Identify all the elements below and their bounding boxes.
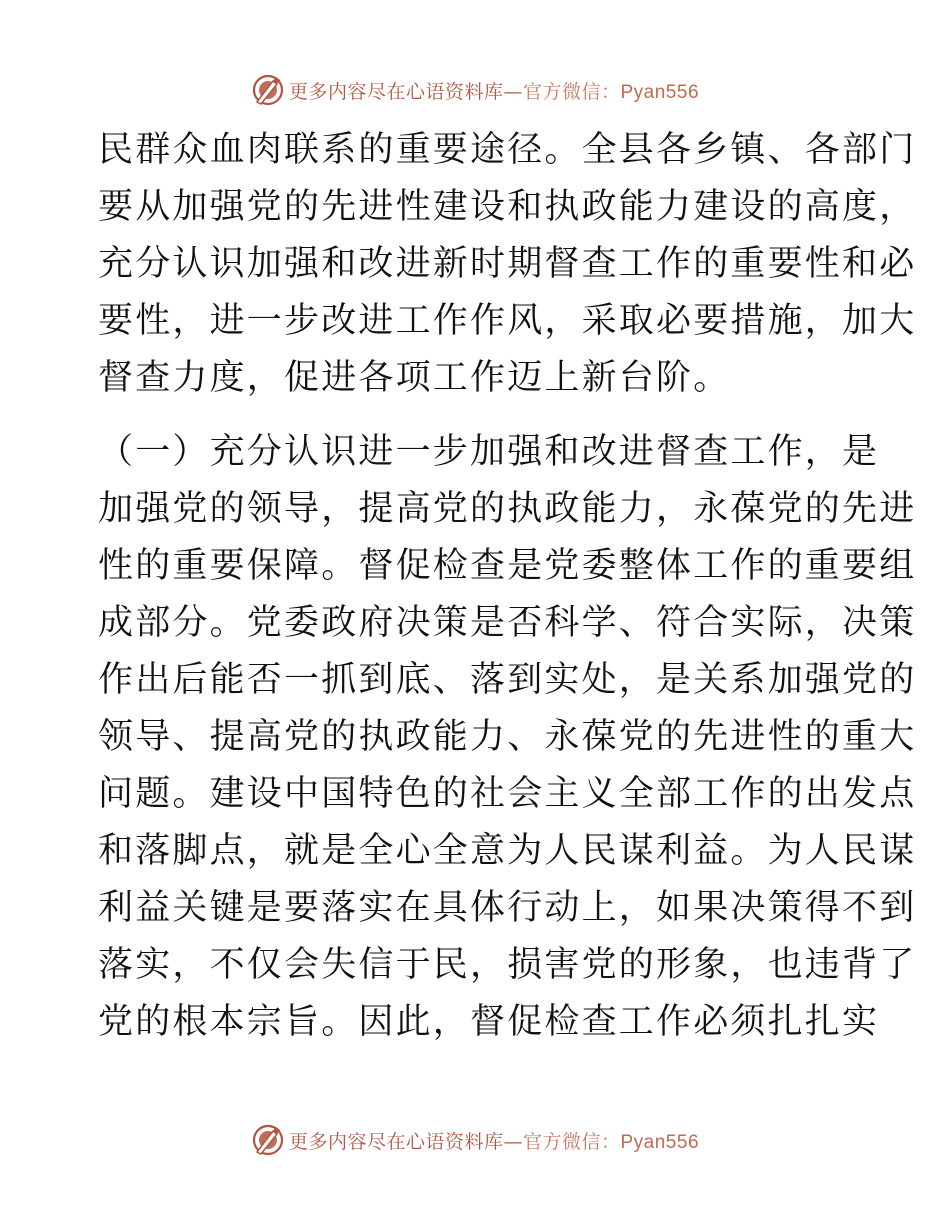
pen-circle-logo-icon [251,1123,285,1157]
paragraph-2 [98,424,917,1051]
text-line: 党的根本宗旨。因此，督促检查工作必须扎扎实 [98,1002,880,1042]
paragraph-1 [98,122,917,407]
site-name: 更多内容尽在心语资料库 [288,1130,504,1153]
text-line: 要性，进一步改进工作作风，采取必要措施，加大 [98,301,917,341]
footer-watermark-text [289,1127,699,1154]
text-line: 成部分。党委政府决策是否科学、符合实际，决策 [98,603,917,643]
text-line: 充分认识加强和改进新时期督查工作的重要性和必 [98,244,917,284]
text-line: 落实，不仅会失信于民，损害党的形象，也违背了 [98,945,917,985]
text-line: 加强党的领导，提高党的执政能力，永葆党的先进 [98,489,917,529]
text-line: 要从加强党的先进性建设和执政能力建设的高度， [98,187,917,227]
wechat-label: 官方微信： [522,1130,621,1153]
wechat-id: Pyan556 [620,1131,700,1153]
text-line: 领导、提高党的执政能力、永葆党的先进性的重大 [98,717,917,757]
header-watermark-text [289,77,699,104]
document-body [98,122,917,1051]
banner-separator: — [503,1130,523,1153]
footer-watermark-banner [0,1120,950,1160]
pen-circle-logo-icon [251,73,285,107]
text-line: 和落脚点，就是全心全意为人民谋利益。为人民谋 [98,831,917,871]
wechat-label: 官方微信： [522,80,621,103]
text-line: 督查力度，促进各项工作迈上新台阶。 [98,358,731,398]
header-watermark-banner [0,70,950,110]
text-line: 利益关键是要落实在具体行动上，如果决策得不到 [98,888,917,928]
text-line: 民群众血肉联系的重要途径。全县各乡镇、各部门 [98,130,917,170]
text-line: （一）充分认识进一步加强和改进督查工作，是 [98,432,880,472]
banner-separator: — [503,80,523,103]
text-line: 作出后能否一抓到底、落到实处，是关系加强党的 [98,660,917,700]
site-name: 更多内容尽在心语资料库 [288,80,504,103]
text-line: 性的重要保障。督促检查是党委整体工作的重要组 [98,546,917,586]
wechat-id: Pyan556 [620,81,700,103]
text-line: 问题。建设中国特色的社会主义全部工作的出发点 [98,774,917,814]
